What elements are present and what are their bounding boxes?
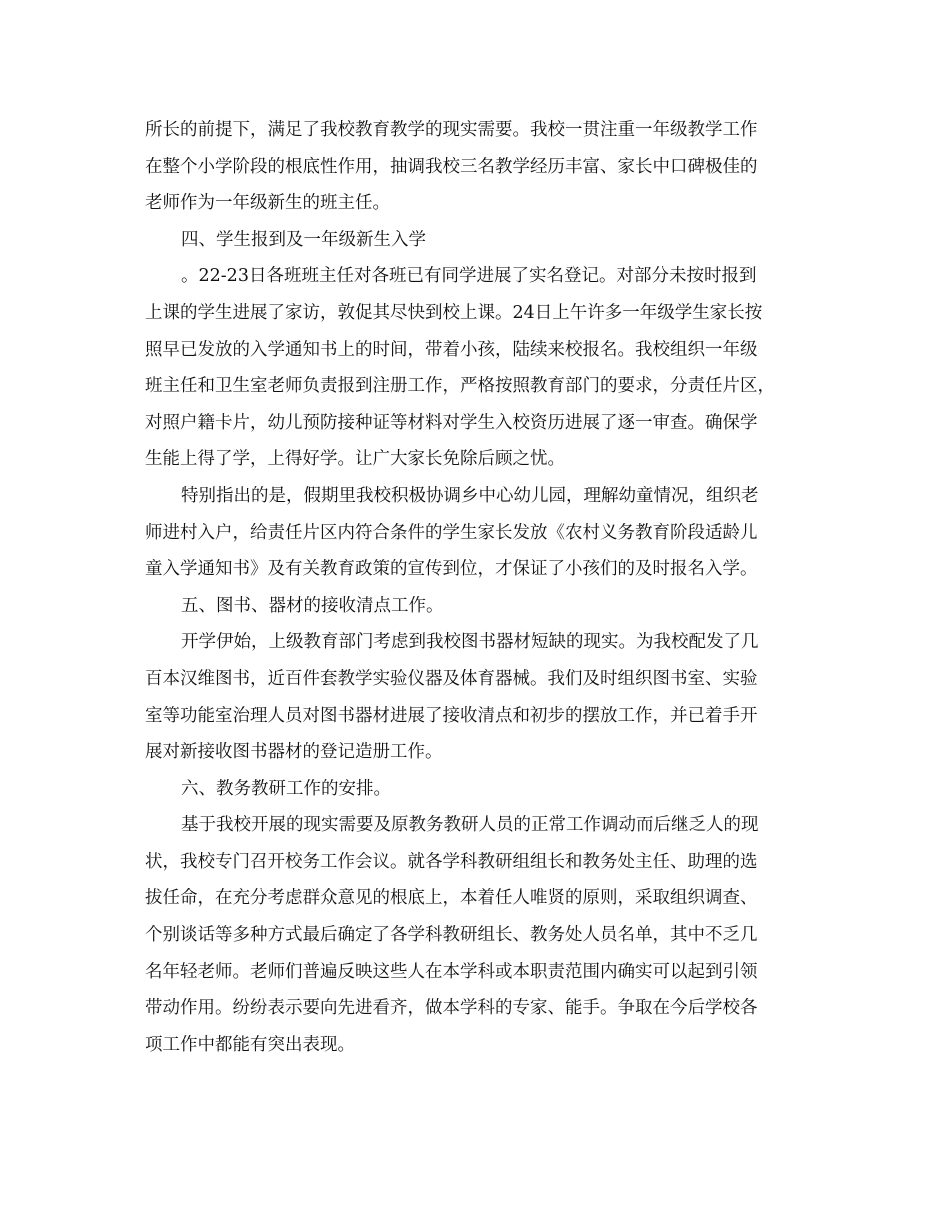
text-line: 老师作为一年级新生的班主任。 [145,193,390,214]
text-line: 基于我校开展的现实需要及原教务教研人员的正常工作调动而后继乏人的现 [181,815,759,836]
text-line: 上课的学生进展了家访，敦促其尽快到校上课。24日上午许多一年级学生家长按 [145,302,763,323]
text-line: 对照户籍卡片，幼儿预防接种证等材料对学生入校资历进展了逐一审查。确保学 [145,412,758,433]
text-line: 照早已发放的入学通知书上的时间，带着小孩，陆续来校报名。我校组织一年级 [145,339,758,360]
text-line: 室等功能室治理人员对图书器材进展了接收清点和初步的摆放工作，并已着手开 [145,705,758,726]
section-heading: 四、学生报到及一年级新生入学 [181,229,426,250]
text-line: 童入学通知书》及有关教育政策的宣传到位，才保证了小孩们的及时报名入学。 [145,559,758,580]
text-line: 名年轻老师。老师们普遍反映这些人在本学科或本职责范围内确实可以起到引领 [145,961,758,982]
text-line: 百本汉维图书，近百件套教学实验仪器及体育器械。我们及时组织图书室、实验 [145,668,758,689]
text-line: 展对新接收图书器材的登记造册工作。 [145,742,443,763]
document-body [145,112,805,1063]
text-line: 师进村入户，给责任片区内符合条件的学生家长发放《农村义务教育阶段适龄儿 [145,522,758,543]
text-line: 在整个小学阶段的根底性作用，抽调我校三名教学经历丰富、家长中口碑极佳的 [145,156,758,177]
section-heading: 五、图书、器材的接收清点工作。 [181,595,444,616]
text-line: 开学伊始，上级教育部门考虑到我校图书器材短缺的现实。为我校配发了几 [181,632,759,653]
text-line: 。22-23日各班班主任对各班已有同学进展了实名登记。对部分未按时报到 [181,266,757,287]
text-line: 生能上得了学，上得好学。让广大家长免除后顾之忧。 [145,449,565,470]
text-line: 项工作中都能有突出表现。 [145,1034,355,1055]
text-line: 特别指出的是，假期里我校积极协调乡中心幼儿园，理解幼童情况，组织老 [181,485,759,506]
text-line: 状，我校专门召开校务工作会议。就各学科教研组组长和教务处主任、助理的选 [145,851,758,872]
text-line: 拔任命，在充分考虑群众意见的根底上，本着任人唯贤的原则，采取组织调查、 [145,888,758,909]
section-heading: 六、教务教研工作的安排。 [181,778,391,799]
text-line: 所长的前提下，满足了我校教育教学的现实需要。我校一贯注重一年级教学工作 [145,120,758,140]
text-line: 带动作用。纷纷表示要向先进看齐，做本学科的专家、能手。争取在今后学校各 [145,998,758,1019]
text-line: 个别谈话等多种方式最后确定了各学科教研组长、教务处人员名单，其中不乏几 [145,925,758,946]
text-line: 班主任和卫生室老师负责报到注册工作，严格按照教育部门的要求，分责任片区， [145,376,775,397]
